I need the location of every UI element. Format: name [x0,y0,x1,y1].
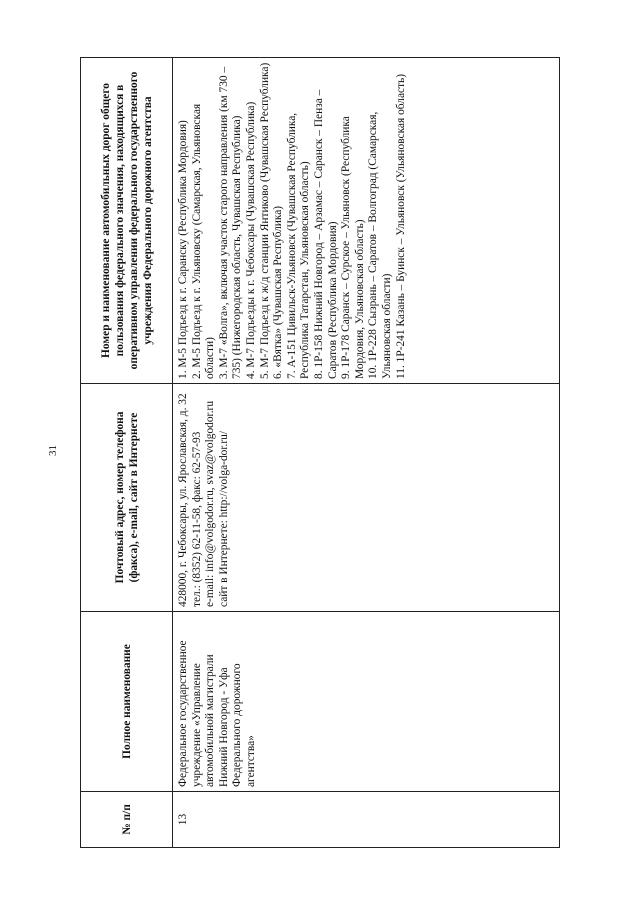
header-roads: Номер и наименование автомобильных дорог общего пользования федерального значения, находящихся в оперативном управлении федерального государственного учреждения Федерального дорожного агентства [81,58,173,384]
road-item: 5. М-7 Подъезд к ж/д станции Янтиково (Чувашская Республика) [258,62,271,379]
roads-table [80,57,560,848]
rotated-page [47,58,560,848]
contact-website: сайт в Интернете: http://volga-dor.ru/ [217,430,230,607]
road-item: 8. 1Р-158 Нижний Новгород – Арзамас – Саранск – Пенза – Саратов (Республика Мордовия) [312,89,339,379]
table-row [173,58,560,848]
table-header-row [81,58,173,848]
contact-address: 428000, г. Чебоксары, ул. Ярославская, д. 32 [177,393,189,607]
cell-roads [173,58,560,384]
road-item: 7. А-151 Цивильск-Ульяновск (Чувашская Республика, Республика Татарстан, Ульяновская область) [285,112,312,379]
road-item: 6. «Вятка» (Чувашская Республика) [272,205,285,379]
contact-email: e-mail: info@volgodor.ru, svaz@volgodor.ru [204,400,217,607]
road-item: 10. 1Р-228 Сызрань – Саратов – Волгоград (Самарская, Ульяновская области) [367,111,393,379]
road-item: 11. 1Р-241 Казань – Буинск – Ульяновск (Ульяновская область) [394,73,407,379]
cell-contacts [173,384,560,612]
cell-name: Федеральное государственное учреждение «Управление автомобильной магистрали Нижний Новгород - Уфа Федерального дорожного агентства» [173,612,560,792]
header-num: № п/п [81,792,173,848]
page-number: 31 [47,445,59,456]
road-item: 4. М-7 Подъезды к г. Чебоксары (Чувашская Республика) [244,101,257,379]
header-name: Полное наименование [81,612,173,792]
road-item: 3. М-7 «Волга», включая участок старого направления (км 730 – 735) (Нижегородская область, Чувашская Республика) [217,66,244,379]
road-item: 9. 1Р-178 Саранск – Сурское – Ульяновск (Республика Мордовия, Ульяновская область) [340,116,366,379]
road-item: 1. М-5 Подъезд к г. Саранску (Республика Мордовия) [177,120,189,379]
road-item: 2. М-5 Подъезд к г. Ульяновску (Самарская, Ульяновская области) [190,103,217,379]
header-contacts: Почтовый адрес, номер телефона (факса), e-mail, сайт в Интернете [81,384,173,612]
cell-num: 13 [173,792,560,848]
contact-phone: тел.: (8352) 62-11-58, факс: 62-57-93 [190,431,203,607]
